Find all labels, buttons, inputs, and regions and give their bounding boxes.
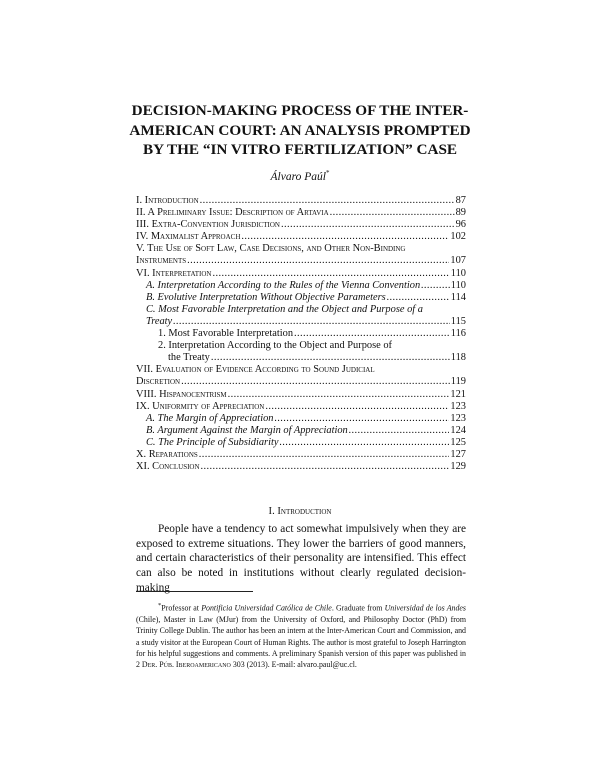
author-name-text: Álvaro Paúl (270, 170, 326, 183)
toc-entry (136, 207, 466, 219)
toc-dot-leader (200, 195, 455, 207)
toc-dot-leader (201, 461, 450, 473)
toc-entry-label: I. Introduction (136, 195, 199, 206)
toc-entry-label: B. Argument Against the Margin of Appreciation (146, 424, 348, 436)
toc-dot-leader (181, 376, 450, 388)
toc-entry-label: Instruments (136, 255, 187, 267)
footnote-text: . Graduate from (331, 603, 385, 613)
toc-entry (136, 292, 466, 304)
toc-dot-leader (173, 316, 450, 328)
toc-entry (136, 255, 466, 267)
toc-entry-label: IX. Uniformity of Appreciation (136, 400, 265, 412)
toc-entry-page: 96 (455, 219, 466, 231)
toc-dot-leader (330, 207, 455, 219)
toc-entry-page: 118 (450, 352, 466, 364)
footnote (136, 600, 466, 670)
toc-entry (136, 401, 466, 413)
title-line-3: BY THE “IN VITRO FERTILIZATION” CASE (142, 141, 458, 158)
toc-entry-first-line: C. Most Favorable Interpretation and the Object and Purpose of a (146, 303, 423, 315)
toc-entry-first-line: VII. Evaluation of Evidence According to Sound Judicial (136, 364, 375, 376)
toc-entry-page: 110 (450, 267, 466, 279)
toc-entry-page: 123 (450, 412, 466, 424)
toc-entry-label: III. Extra-Convention Jurisdiction (136, 219, 280, 231)
toc-entry-label: A. Interpretation According to the Rules of the Vienna Convention (146, 279, 421, 291)
toc-entry (136, 231, 466, 243)
toc-entry (136, 461, 466, 473)
title-line-2: AMERICAN COURT: AN ANALYSIS PROMPTED (129, 121, 471, 139)
toc-entry-page: 102 (450, 231, 466, 243)
toc-entry-page: 119 (450, 376, 466, 388)
toc-entry-page: 124 (450, 424, 466, 436)
section-heading: I. Introduction (268, 506, 332, 517)
toc-entry-label: Discretion (136, 376, 181, 388)
toc-entry (136, 449, 466, 461)
toc-entry-label: IV. Maximalist Approach (136, 231, 241, 243)
article-title (0, 101, 600, 160)
toc-dot-leader (387, 292, 450, 304)
toc-entry (136, 437, 466, 449)
toc-entry-label: X. Reparations (136, 448, 198, 460)
toc-entry-label: Treaty (146, 315, 173, 327)
toc-entry (136, 195, 466, 207)
toc-entry (136, 389, 466, 401)
toc-entry (136, 219, 466, 231)
toc-entry-label: the Treaty (168, 352, 210, 364)
toc-entry-label: VIII. Hispanocentrism (136, 388, 227, 400)
toc-dot-leader (211, 352, 450, 364)
toc-dot-leader (274, 413, 449, 425)
toc-entry-page: 123 (450, 400, 466, 412)
toc-entry (136, 352, 466, 364)
toc-entry (136, 268, 466, 280)
toc-entry-page: 116 (450, 328, 466, 340)
footnote-mark: * (158, 602, 162, 609)
toc-entry (136, 376, 466, 388)
toc-dot-leader (294, 328, 450, 340)
footnote-text: 303 (2013). E-mail: alvaro.paul@uc.cl. (230, 660, 357, 670)
toc-entry-label: 1. Most Favorable Interpretation (158, 328, 294, 340)
toc-dot-leader (279, 437, 449, 449)
toc-entry (136, 280, 466, 292)
toc-entry-page: 114 (450, 291, 466, 303)
toc-dot-leader (265, 401, 449, 413)
body-paragraph: People have a tendency to act somewhat impulsively when they are exposed to extreme situations. They lower the barriers of good manners, and certain characteristics of their personality are intensified. This effect can also be noted in institutions without clearly regulated decision-making (136, 523, 466, 594)
table-of-contents (136, 195, 466, 473)
toc-entry-page: 107 (450, 255, 466, 267)
toc-entry-page: 110 (450, 279, 466, 291)
toc-dot-leader (212, 268, 449, 280)
toc-entry (136, 328, 466, 340)
toc-entry-page: 121 (450, 388, 466, 400)
footnote-citation: Der. Púb. Iberoamericano (141, 660, 231, 670)
footnote-text: Universidad de los Andes (384, 603, 466, 613)
toc-entry-first-line: 2. Interpretation According to the Object and Purpose of (158, 340, 393, 352)
toc-entry-label: XI. Conclusion (136, 461, 200, 473)
title-line-1: DECISION-MAKING PROCESS OF THE INTER- (131, 102, 469, 119)
footnote-divider (136, 591, 253, 592)
toc-entry-label: C. The Principle of Subsidiarity (146, 436, 279, 448)
toc-entry-page: 87 (455, 195, 466, 206)
toc-entry-label: B. Evolutive Interpretation Without Objective Parameters (146, 291, 386, 303)
toc-entry-page: 125 (450, 436, 466, 448)
toc-dot-leader (228, 389, 450, 401)
author-footnote-mark: * (325, 169, 330, 177)
toc-dot-leader (421, 280, 450, 292)
toc-entry (136, 316, 466, 328)
toc-dot-leader (187, 255, 449, 267)
toc-entry (136, 425, 466, 437)
footnote-text: Pontificia Universidad Católica de Chile (201, 603, 332, 613)
toc-dot-leader (281, 219, 455, 231)
toc-entry-label: II. A Preliminary Issue: Description of Artavia (136, 207, 329, 219)
toc-dot-leader (349, 425, 450, 437)
footnote-text: (Chile), Master in Law (MJur) from the University of Oxford, and Philosophy Doctor (PhD) from Trinity College Dublin. The author has been an intern at the Inter-American Court and Commission, and a study visitor at the European Court of Human Rights. The author is most grateful to Joseph Harrington for his helpful suggestions and comments. A preliminary Spanish version of this paper was published in 2 (136, 614, 466, 670)
toc-entry-label: VI. Interpretation (136, 267, 212, 279)
toc-dot-leader (199, 449, 450, 461)
toc-entry-page: 89 (455, 207, 466, 219)
toc-dot-leader (241, 231, 449, 243)
toc-entry (136, 413, 466, 425)
author-name (0, 169, 600, 183)
toc-entry-first-line: V. The Use of Soft Law, Case Decisions, and Other Non-Binding (136, 243, 406, 255)
footnote-text: Professor at (161, 603, 202, 613)
toc-entry-page: 129 (450, 461, 466, 473)
toc-entry-page: 127 (450, 448, 466, 460)
toc-entry-page: 115 (450, 315, 466, 327)
toc-entry-label: A. The Margin of Appreciation (146, 412, 274, 424)
